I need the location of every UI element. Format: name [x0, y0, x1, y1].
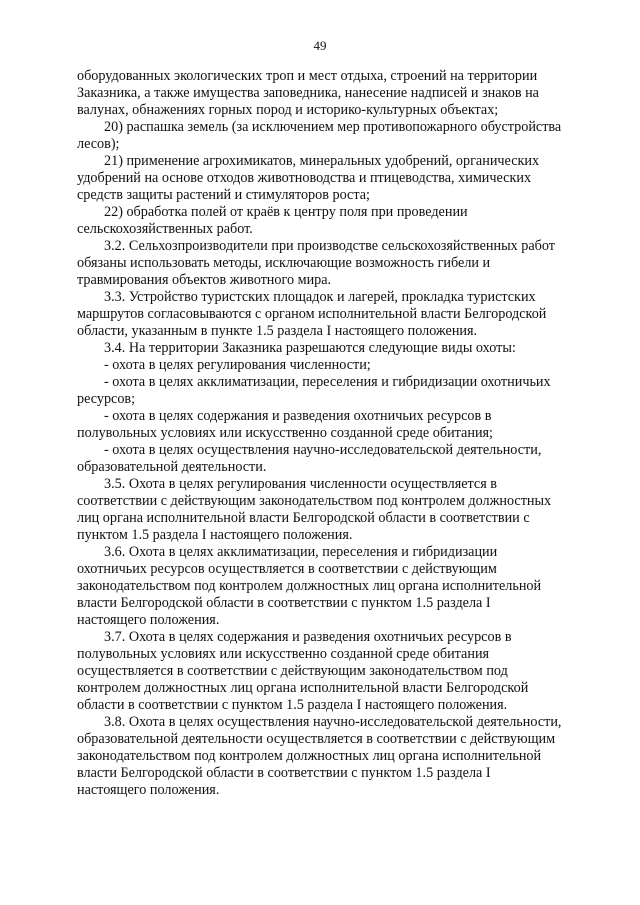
page-number: 49	[313, 38, 327, 53]
paragraph: 3.2. Сельхозпроизводители при производстве сельскохозяйственных работ обязаны использовать методы, исключающие возможность гибели и травмирования объектов животного мира.	[77, 238, 555, 288]
paragraph: 3.3. Устройство туристских площадок и лагерей, прокладка туристских маршрутов согласовываются с органом исполнительной власти Белгородской области, указанным в пункте 1.5 раздела I настоящего положения.	[77, 289, 547, 339]
paragraph: 3.8. Охота в целях осуществления научно-исследовательской деятельности, образовательной деятельности осуществляется в соответствии с действующим законодательством под контролем должностных лиц органа исполнительной власти Белгородской области в соответствии с пунктом 1.5 раздела I настоящего положения.	[77, 714, 562, 798]
paragraph: оборудованных экологических троп и мест отдыха, строений на территории Заказника, а также имущества заповедника, нанесение надписей и знаков на валунах, обнажениях горных пород и историко-культурных объектах;	[77, 68, 539, 118]
paragraph: 3.4. На территории Заказника разрешаются следующие виды охоты:	[104, 340, 516, 356]
paragraph: 22) обработка полей от краёв к центру поля при проведении сельскохозяйственных работ.	[77, 204, 468, 237]
document-body	[77, 68, 597, 799]
paragraph: - охота в целях содержания и разведения охотничьих ресурсов в полувольных условиях или искусственно созданной среде обитания;	[77, 408, 494, 441]
paragraph: 21) применение агрохимикатов, минеральных удобрений, органических удобрений на основе отходов животноводства и птицеводства, химических средств защиты растений и стимуляторов роста;	[77, 153, 540, 203]
paragraph: - охота в целях осуществления научно-исследовательской деятельности, образовательной деятельности.	[77, 442, 542, 475]
paragraph: 3.6. Охота в целях акклиматизации, переселения и гибридизации охотничьих ресурсов осуществляется в соответствии с действующим законодательством под контролем должностных лиц органа исполнительной власти Белгородской области в соответствии с пунктом 1.5 раздела I настоящего положения.	[77, 544, 542, 628]
paragraph: - охота в целях акклиматизации, переселения и гибридизации охотничьих ресурсов;	[77, 374, 551, 407]
paragraph: 3.7. Охота в целях содержания и разведения охотничьих ресурсов в полувольных условиях или искусственно созданной среде обитания осуществляется в соответствии с действующим законодательством под контролем должностных лиц органа исполнительной власти Белгородской области в соответствии с пунктом 1.5 раздела I настоящего положения.	[77, 629, 529, 713]
paragraph: 3.5. Охота в целях регулирования численности осуществляется в соответствии с действующим законодательством под контролем должностных лиц органа исполнительной власти Белгородской области в соответствии с пунктом 1.5 раздела I настоящего положения.	[77, 476, 552, 543]
paragraph: - охота в целях регулирования численности;	[104, 357, 371, 373]
paragraph: 20) распашка земель (за исключением мер противопожарного обустройства лесов);	[77, 119, 562, 152]
